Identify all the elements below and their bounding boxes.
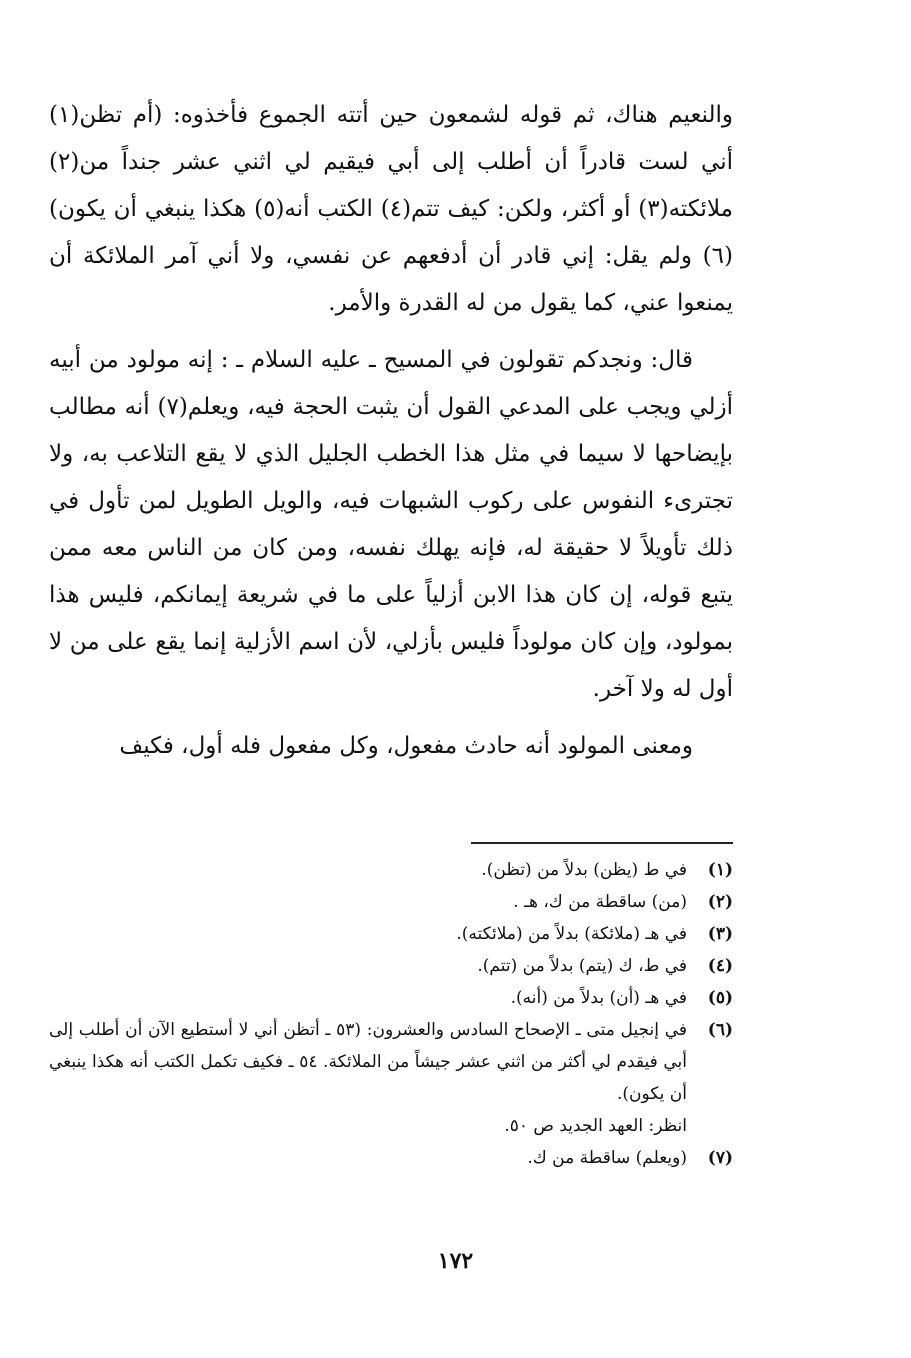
footnote-6 bbox=[49, 1014, 733, 1142]
footnote-body bbox=[49, 1142, 687, 1174]
paragraph-3: ومعنى المولود أنه حادث مفعول، وكل مفعول فله أول، فكيف bbox=[119, 733, 693, 759]
footnote-text: في هـ (ملائكة) بدلاً من (ملائكته). bbox=[456, 924, 687, 944]
footnote-number: (٢) bbox=[707, 892, 733, 912]
page-number: ١٧٢ bbox=[437, 1248, 474, 1274]
footnote-number: (٥) bbox=[707, 988, 733, 1008]
main-text bbox=[49, 92, 733, 780]
footnotes-list bbox=[49, 854, 733, 1174]
footnote-text: في ط، ك (يتم) بدلاً من (تتم). bbox=[477, 956, 687, 976]
footnote-text: (ويعلم) ساقطة من ك. bbox=[527, 1148, 687, 1168]
footnote-body bbox=[49, 950, 687, 982]
footnote-reference: انظر: العهد الجديد ص ٥٠. bbox=[504, 1116, 687, 1136]
footnote-body bbox=[49, 982, 687, 1014]
paragraph-1: والنعيم هناك، ثم قوله لشمعون حين أتته الجموع فأخذوه: (أم تظن(١) أني لست قادراً أن أطلب إلى أبي فيقيم لي اثني عشر جنداً من(٢) ملائكته(٣) أو أكثر، ولكن: كيف تتم(٤) الكتب أنه(٥) هكذا ينبغي أن يكون)(٦) ولم يقل: إني قادر أن أدفعهم عن نفسي، ولا أني آمر الملائكة أن يمنعوا عني، كما يقول من له القدرة والأمر. bbox=[49, 102, 733, 316]
footnote-4 bbox=[49, 950, 733, 982]
footnote-body bbox=[49, 918, 687, 950]
footnote-body bbox=[49, 854, 687, 886]
footnote-1 bbox=[49, 854, 733, 886]
footnote-body bbox=[49, 1014, 687, 1142]
footnote-number: (٣) bbox=[707, 924, 733, 944]
footnote-text: (من) ساقطة من ك، هـ . bbox=[513, 892, 687, 912]
footnote-number: (٧) bbox=[707, 1148, 733, 1168]
paragraph-2: قال: ونجدكم تقولون في المسيح ـ عليه السلام ـ : إنه مولود من أبيه أزلي ويجب على المدعي القول أن يثبت الحجة فيه، ويعلم(٧) أنه مطالب بإيضاحها لا سيما في مثل هذا الخطب الجليل الذي لا يقع التلاعب به، ولا تجترىء النفوس على ركوب الشبهات فيه، والويل الطويل لمن تأول في ذلك تأويلاً لا حقيقة له، فإنه يهلك نفسه، ومن كان من الناس معه ممن يتبع قوله، إن كان هذا الابن أزلياً على ما في شريعة إيمانكم، فليس هذا بمولود، وإن كان مولوداً فليس بأزلي، لأن اسم الأزلية إنما يقع على من لا أول له ولا آخر. bbox=[49, 347, 733, 702]
footnote-3 bbox=[49, 918, 733, 950]
footnote-number: (١) bbox=[707, 860, 733, 880]
footnote-2 bbox=[49, 886, 733, 918]
footnote-text: في ط (يظن) بدلاً من (تظن). bbox=[481, 860, 687, 880]
footnote-body bbox=[49, 886, 687, 918]
footnote-number: (٦) bbox=[707, 1020, 733, 1040]
footnote-5 bbox=[49, 982, 733, 1014]
footnote-text: في هـ (أن) بدلاً من (أنه). bbox=[510, 988, 687, 1008]
footnote-7 bbox=[49, 1142, 733, 1174]
footnote-number: (٤) bbox=[707, 956, 733, 976]
footnote-divider bbox=[471, 842, 733, 844]
footnote-text: في إنجيل متى ـ الإصحاح السادس والعشرون: (٥٣ ـ أتظن أني لا أستطيع الآن أن أطلب إلى أبي فيقدم لي أكثر من اثني عشر جيشاً من الملائكة. ٥٤ ـ فكيف تكمل الكتب أنه هكذا ينبغي أن يكون). bbox=[49, 1020, 687, 1104]
